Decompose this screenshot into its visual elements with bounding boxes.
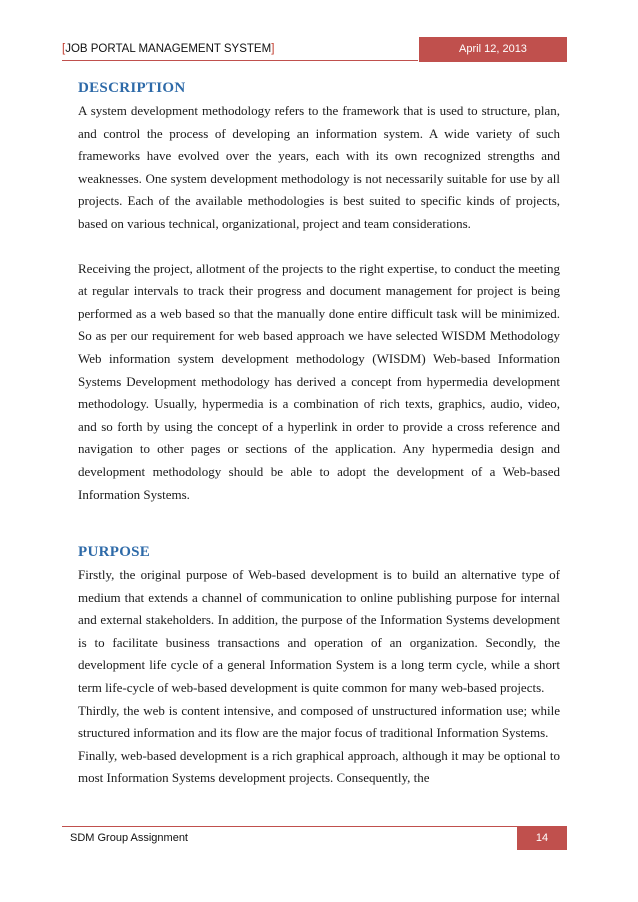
header-rule xyxy=(62,60,418,61)
footer-rule xyxy=(62,826,517,827)
page-body xyxy=(78,76,560,790)
title-text: JOB PORTAL MANAGEMENT SYSTEM xyxy=(65,43,272,55)
page-header xyxy=(62,37,567,62)
paragraph: Finally, web-based development is a rich graphical approach, although it may be optional to most Information Systems development projects. Consequently, the xyxy=(78,747,560,786)
header-date: April 12, 2013 xyxy=(419,37,567,62)
page-number: 14 xyxy=(517,826,567,850)
section-heading-purpose: PURPOSE xyxy=(78,544,151,561)
paragraph: A system development methodology refers to the framework that is used to structure, plan, and control the process of developing an information system. A wide variety of such frameworks have evolved over the years, each with its own recognized strengths and weaknesses. One system development methodology is not necessarily suitable for use by all projects. Each of the available methodologies is best suited to specific kinds of projects, based on various technical, organizational, project and team considerations. xyxy=(78,103,560,231)
document-title xyxy=(62,43,274,55)
paragraph: Firstly, the original purpose of Web-based development is to build an alternative type of medium that extends a channel of communication to online publishing purpose for internal and external stakeholders. In addition, the purpose of the Information Systems development is to facilitate business transactions and operation of an organization. Secondly, the development life cycle of a general Information System is a long term cycle, while a short term life-cycle of web-based development is quite common for many web-based projects. xyxy=(78,567,560,696)
title-bracket-open: [ xyxy=(62,43,66,55)
title-bracket-close: ] xyxy=(271,43,275,55)
section-heading-description: DESCRIPTION xyxy=(78,80,186,96)
paragraph: Receiving the project, allotment of the projects to the right expertise, to conduct the meeting at regular intervals to track their progress and document management for project is being performed as a web based so that the manually done entire difficult task will be minimized. So as per our requirement for web based approach we have selected WISDM Methodology Web information system development methodology (WISDM) Web-based Information Systems Development methodology has derived a concept from hypermedia development methodology. Usually, hypermedia is a combination of rich texts, graphics, audio, video, and so forth by using the concept of a hyperlink in order to provide a cross reference and navigation to other pages or sections of the application. Any hypermedia design and development methodology should be able to adopt the development of a Web-based Information Systems. xyxy=(78,260,560,502)
footer-text: SDM Group Assignment xyxy=(70,832,188,844)
page-footer xyxy=(62,826,567,850)
paragraph: Thirdly, the web is content intensive, and composed of unstructured information use; while structured information and its flow are the major focus of traditional Information Systems. xyxy=(78,702,560,741)
